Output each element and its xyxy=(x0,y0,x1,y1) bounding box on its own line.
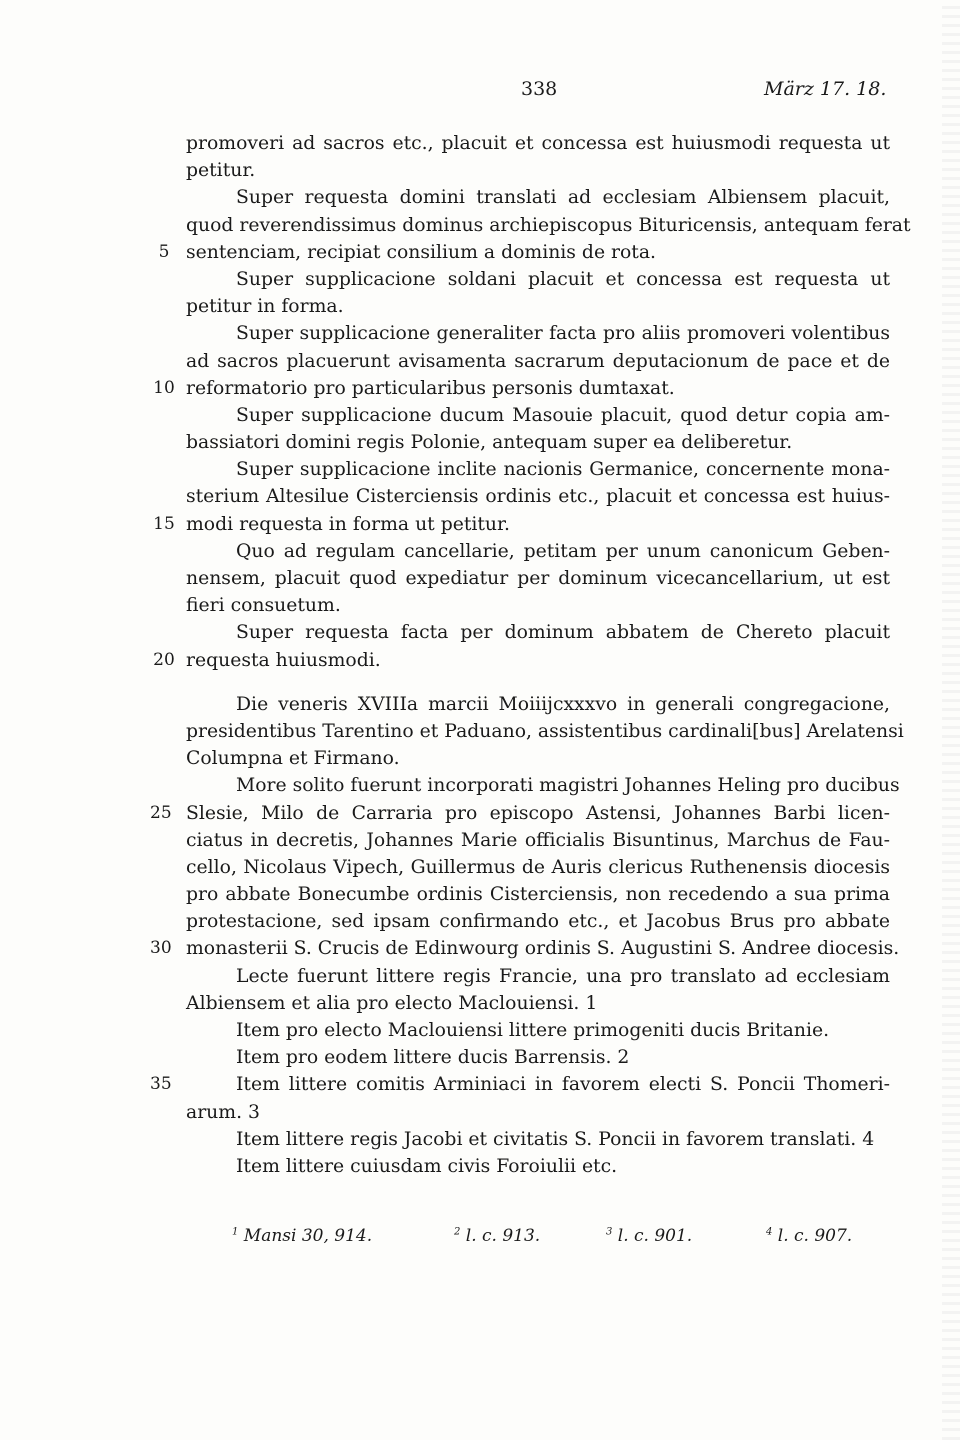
text-line xyxy=(186,1153,890,1180)
line-text: Super supplicacione generaliter facta pro aliis promoveri volentibus xyxy=(236,323,890,345)
line-text: Item littere cuiusdam civis Foroiulii etc. xyxy=(236,1155,618,1177)
line-text: Item pro electo Maclouiensi littere primogeniti ducis Britanie. xyxy=(236,1020,830,1041)
footnote-mark: 2 xyxy=(454,1226,461,1238)
scan-edge xyxy=(942,0,960,1440)
line-text: Super requesta facta per dominum abbatem de Chereto placuit xyxy=(236,622,890,644)
footnote xyxy=(606,1226,692,1246)
text-line xyxy=(186,184,890,211)
footnote-mark: 1 xyxy=(232,1226,239,1238)
text-line xyxy=(158,239,890,266)
text-line xyxy=(186,990,890,1017)
text-line xyxy=(186,772,900,799)
text-line xyxy=(186,565,890,592)
text-line xyxy=(186,1099,890,1126)
text-line xyxy=(186,538,890,565)
line-text: reformatorio pro particularibus personis dumtaxat. xyxy=(186,377,675,399)
text-line xyxy=(186,402,890,429)
text-line xyxy=(186,1126,890,1153)
text-line xyxy=(150,935,900,962)
line-text: modi requesta in forma ut petitur. xyxy=(186,513,510,535)
footnote-mark: 3 xyxy=(606,1226,613,1238)
line-number: 10 xyxy=(153,377,175,398)
text-line xyxy=(186,429,890,456)
line-text: promoveri ad sacros etc., placuit et concessa est huiusmodi requesta ut xyxy=(186,133,890,154)
line-text: Columpna et Firmano. xyxy=(186,748,400,770)
text-line xyxy=(186,1044,890,1071)
line-text: pro abbate Bonecumbe ordinis Cisterciensis, non recedendo a sua prima xyxy=(186,884,890,906)
line-number: 5 xyxy=(158,241,170,262)
text-line xyxy=(186,745,890,772)
line-text: Super supplicacione inclite nacionis Germanice, concernente mona- xyxy=(236,459,890,481)
line-text: sterium Altesilue Cisterciensis ordinis etc., placuit et concessa est huius- xyxy=(186,486,890,508)
line-text: Super supplicacione ducum Masouie placuit, quod detur copia am- xyxy=(236,404,890,426)
text-line xyxy=(186,854,890,881)
line-text: Albiensem et alia pro electo Maclouiensi. 1 xyxy=(186,992,598,1014)
text-line xyxy=(186,212,911,239)
line-number: 30 xyxy=(150,938,172,959)
line-text: requesta huiusmodi. xyxy=(186,649,381,671)
line-text: presidentibus Tarentino et Paduano, assistentibus cardinali[bus] Arelatensi xyxy=(186,720,904,742)
text-line xyxy=(186,718,904,745)
running-head: März 17. 18. xyxy=(764,78,887,100)
line-text: Slesie, Milo de Carraria pro episcopo Astensi, Johannes Barbi licen- xyxy=(186,802,890,824)
text-line xyxy=(186,130,890,157)
text-line xyxy=(186,827,890,854)
line-number: 15 xyxy=(153,513,175,534)
text-line xyxy=(186,592,890,619)
line-text: petitur in forma. xyxy=(186,296,344,318)
line-text: fieri consuetum. xyxy=(186,595,341,617)
line-text: bassiatori domini regis Polonie, antequam super ea deliberetur. xyxy=(186,432,793,454)
footnote-text: l. c. 907. xyxy=(777,1226,853,1246)
line-text: Super requesta domini translati ad ecclesiam Albiensem placuit, xyxy=(236,187,890,209)
text-line xyxy=(186,908,890,935)
line-text: Item pro eodem littere ducis Barrensis. 2 xyxy=(236,1047,630,1069)
line-text: ad sacros placuerunt avisamenta sacrarum deputacionum de pace et de xyxy=(186,350,890,372)
line-number: 25 xyxy=(150,802,172,823)
line-text: Item littere comitis Arminiaci in favorem electi S. Poncii Thomeri- xyxy=(236,1074,890,1096)
line-text: quod reverendissimus dominus archiepiscopus Bituricensis, antequam ferat xyxy=(186,214,911,236)
line-text: arum. 3 xyxy=(186,1101,260,1123)
line-text: ciatus in decretis, Johannes Marie officialis Bisuntinus, Marchus de Fau- xyxy=(186,829,890,851)
text-line xyxy=(186,619,890,646)
text-line xyxy=(153,511,890,538)
footnote-mark: 4 xyxy=(766,1226,773,1238)
text-line xyxy=(150,1071,890,1098)
text-line xyxy=(186,320,890,347)
footnote xyxy=(232,1226,372,1246)
text-line xyxy=(186,293,890,320)
line-text: sentenciam, recipiat consilium a dominis de rota. xyxy=(186,241,657,263)
line-text: monasterii S. Crucis de Edinwourg ordinis S. Augustini S. Andree diocesis. xyxy=(186,938,900,960)
line-text: petitur. xyxy=(186,160,256,182)
page-number: 338 xyxy=(521,78,558,100)
page-header xyxy=(0,78,960,108)
text-line xyxy=(186,881,890,908)
line-number: 20 xyxy=(153,649,175,670)
line-text: Die veneris XVIIIa marcii Moiiijcxxxvo in generali congregacione, xyxy=(236,693,890,715)
body-text xyxy=(150,130,911,1180)
line-number: 35 xyxy=(150,1074,172,1095)
text-line xyxy=(186,348,890,375)
footnote xyxy=(766,1226,852,1246)
text-line xyxy=(186,157,890,184)
text-line xyxy=(153,647,890,674)
line-text: More solito fuerunt incorporati magistri Johannes Heling pro ducibus xyxy=(236,775,900,797)
line-text: Lecte fuerunt littere regis Francie, una pro translato ad ecclesiam xyxy=(236,965,890,987)
line-text: Quo ad regulam cancellarie, petitam per unum canonicum Geben- xyxy=(236,540,890,562)
text-line xyxy=(186,691,890,718)
text-line xyxy=(153,375,890,402)
footnote-text: l. c. 913. xyxy=(465,1226,541,1246)
line-text: protestacione, sed ipsam confirmando etc., et Jacobus Brus pro abbate xyxy=(186,911,890,933)
line-text: nensem, placuit quod expediatur per dominum vicecancellarium, ut est xyxy=(186,568,890,589)
text-line xyxy=(186,483,890,510)
text-line xyxy=(186,963,890,990)
line-text: cello, Nicolaus Vipech, Guillermus de Auris clericus Ruthenensis diocesis xyxy=(186,856,890,878)
line-text: Super supplicacione soldani placuit et concessa est requesta ut xyxy=(236,268,890,290)
text-line xyxy=(150,800,890,827)
text-line xyxy=(186,266,890,293)
footnote-text: Mansi 30, 914. xyxy=(243,1226,373,1246)
text-line xyxy=(186,456,890,483)
footnote xyxy=(454,1226,540,1246)
text-line xyxy=(186,1017,890,1044)
line-text: Item littere regis Jacobi et civitatis S. Poncii in favorem translati. 4 xyxy=(236,1128,875,1150)
footnote-text: l. c. 901. xyxy=(617,1226,693,1246)
